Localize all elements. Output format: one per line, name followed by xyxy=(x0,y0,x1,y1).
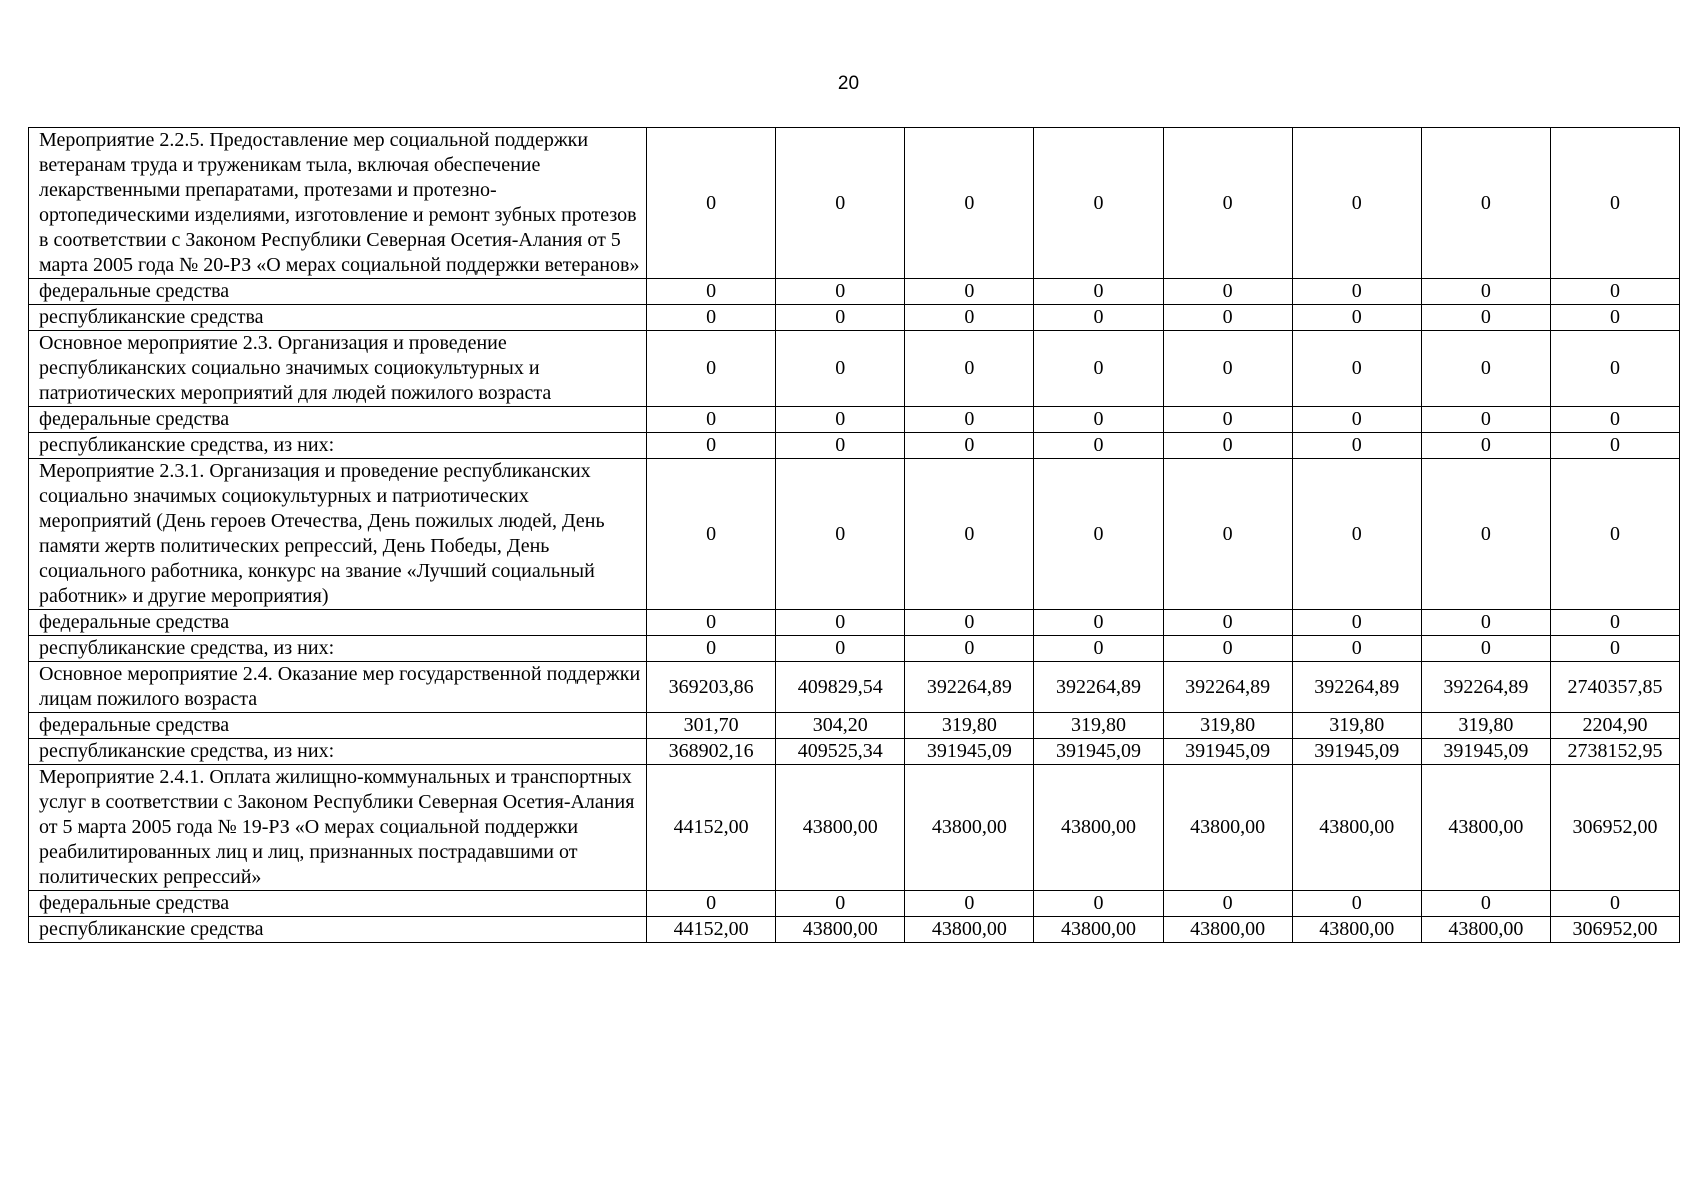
value-cell: 0 xyxy=(1550,128,1679,279)
table-row xyxy=(29,459,1680,610)
value-cell: 0 xyxy=(776,610,905,636)
value-cell: 0 xyxy=(905,331,1034,407)
value-cell: 392264,89 xyxy=(1292,662,1421,713)
value-cell: 0 xyxy=(647,128,776,279)
value-cell: 0 xyxy=(905,891,1034,917)
value-cell: 2740357,85 xyxy=(1550,662,1679,713)
value-cell: 319,80 xyxy=(1034,713,1163,739)
row-label: Основное мероприятие 2.4. Оказание мер государственной поддержки лицам пожилого возраста xyxy=(29,662,647,713)
value-cell: 0 xyxy=(1163,459,1292,610)
value-cell: 0 xyxy=(776,279,905,305)
table-row xyxy=(29,917,1680,943)
value-cell: 0 xyxy=(776,331,905,407)
value-cell: 44152,00 xyxy=(647,765,776,891)
row-label: федеральные средства xyxy=(29,407,647,433)
row-label: республиканские средства, из них: xyxy=(29,739,647,765)
value-cell: 392264,89 xyxy=(905,662,1034,713)
value-cell: 0 xyxy=(1550,636,1679,662)
value-cell: 0 xyxy=(1163,407,1292,433)
row-label: Основное мероприятие 2.3. Организация и проведение республиканских социально значимых социокультурных и патриотических мероприятий для людей пожилого возраста xyxy=(29,331,647,407)
table-row xyxy=(29,662,1680,713)
value-cell: 0 xyxy=(1163,610,1292,636)
value-cell: 0 xyxy=(905,610,1034,636)
table-row xyxy=(29,279,1680,305)
value-cell: 392264,89 xyxy=(1421,662,1550,713)
value-cell: 0 xyxy=(1034,459,1163,610)
value-cell: 0 xyxy=(647,459,776,610)
value-cell: 2204,90 xyxy=(1550,713,1679,739)
value-cell: 391945,09 xyxy=(905,739,1034,765)
value-cell: 0 xyxy=(1034,305,1163,331)
value-cell: 0 xyxy=(1292,610,1421,636)
value-cell: 0 xyxy=(1034,331,1163,407)
value-cell: 43800,00 xyxy=(776,917,905,943)
page-number: 20 xyxy=(837,73,860,94)
value-cell: 0 xyxy=(1550,459,1679,610)
budget-table-body xyxy=(29,128,1680,943)
value-cell: 0 xyxy=(1292,305,1421,331)
value-cell: 0 xyxy=(1163,433,1292,459)
row-label: Мероприятие 2.4.1. Оплата жилищно-коммунальных и транспортных услуг в соответствии с Законом Республики Северная Осетия-Алания от 5 марта 2005 года № 19-РЗ «О мерах социальной поддержки реабилитированных лиц и лиц, признанных пострадавшими от политических репрессий» xyxy=(29,765,647,891)
value-cell: 0 xyxy=(1034,279,1163,305)
value-cell: 0 xyxy=(776,433,905,459)
value-cell: 0 xyxy=(1550,891,1679,917)
value-cell: 0 xyxy=(1163,279,1292,305)
value-cell: 43800,00 xyxy=(905,765,1034,891)
value-cell: 369203,86 xyxy=(647,662,776,713)
value-cell: 0 xyxy=(776,305,905,331)
value-cell: 0 xyxy=(1163,305,1292,331)
value-cell: 0 xyxy=(905,433,1034,459)
table-row xyxy=(29,305,1680,331)
row-label: федеральные средства xyxy=(29,610,647,636)
value-cell: 0 xyxy=(1034,636,1163,662)
value-cell: 0 xyxy=(1421,331,1550,407)
row-label: федеральные средства xyxy=(29,713,647,739)
row-label: федеральные средства xyxy=(29,279,647,305)
value-cell: 0 xyxy=(1034,891,1163,917)
value-cell: 0 xyxy=(1421,279,1550,305)
value-cell: 0 xyxy=(1292,407,1421,433)
table-row xyxy=(29,765,1680,891)
value-cell: 0 xyxy=(1163,636,1292,662)
value-cell: 0 xyxy=(1550,433,1679,459)
value-cell: 0 xyxy=(905,407,1034,433)
value-cell: 306952,00 xyxy=(1550,765,1679,891)
value-cell: 0 xyxy=(1421,636,1550,662)
value-cell: 0 xyxy=(776,407,905,433)
value-cell: 0 xyxy=(647,305,776,331)
value-cell: 0 xyxy=(1421,459,1550,610)
value-cell: 368902,16 xyxy=(647,739,776,765)
value-cell: 43800,00 xyxy=(1292,917,1421,943)
table-row xyxy=(29,407,1680,433)
value-cell: 0 xyxy=(1550,610,1679,636)
table-row xyxy=(29,610,1680,636)
value-cell: 0 xyxy=(1421,891,1550,917)
value-cell: 0 xyxy=(647,891,776,917)
value-cell: 43800,00 xyxy=(1292,765,1421,891)
value-cell: 0 xyxy=(905,305,1034,331)
value-cell: 0 xyxy=(905,128,1034,279)
value-cell: 44152,00 xyxy=(647,917,776,943)
value-cell: 319,80 xyxy=(1292,713,1421,739)
value-cell: 0 xyxy=(1421,305,1550,331)
value-cell: 0 xyxy=(1163,331,1292,407)
value-cell: 0 xyxy=(1163,128,1292,279)
value-cell: 409829,54 xyxy=(776,662,905,713)
value-cell: 0 xyxy=(776,128,905,279)
value-cell: 409525,34 xyxy=(776,739,905,765)
table-row xyxy=(29,891,1680,917)
row-label: Мероприятие 2.3.1. Организация и проведение республиканских социально значимых социокультурных и патриотических мероприятий (День героев Отечества, День пожилых людей, День памяти жертв политических репрессий, День Победы, День социального работника, конкурс на звание «Лучший социальный работник» и другие мероприятия) xyxy=(29,459,647,610)
value-cell: 0 xyxy=(1550,331,1679,407)
value-cell: 319,80 xyxy=(1421,713,1550,739)
value-cell: 0 xyxy=(776,891,905,917)
value-cell: 0 xyxy=(647,407,776,433)
value-cell: 0 xyxy=(1034,128,1163,279)
value-cell: 0 xyxy=(647,610,776,636)
value-cell: 0 xyxy=(1292,279,1421,305)
budget-table xyxy=(28,127,1680,943)
value-cell: 0 xyxy=(1034,610,1163,636)
table-row xyxy=(29,128,1680,279)
value-cell: 0 xyxy=(647,279,776,305)
table-row xyxy=(29,636,1680,662)
value-cell: 0 xyxy=(1421,433,1550,459)
value-cell: 0 xyxy=(1421,128,1550,279)
value-cell: 391945,09 xyxy=(1421,739,1550,765)
value-cell: 0 xyxy=(905,279,1034,305)
value-cell: 391945,09 xyxy=(1034,739,1163,765)
value-cell: 0 xyxy=(1034,433,1163,459)
value-cell: 43800,00 xyxy=(1421,765,1550,891)
value-cell: 0 xyxy=(647,433,776,459)
row-label: республиканские средства xyxy=(29,917,647,943)
value-cell: 0 xyxy=(1292,128,1421,279)
value-cell: 0 xyxy=(1292,331,1421,407)
value-cell: 319,80 xyxy=(905,713,1034,739)
value-cell: 0 xyxy=(905,636,1034,662)
value-cell: 392264,89 xyxy=(1163,662,1292,713)
value-cell: 319,80 xyxy=(1163,713,1292,739)
row-label: Мероприятие 2.2.5. Предоставление мер социальной поддержки ветеранам труда и труженикам тыла, включая обеспечение лекарственными препаратами, протезами и протезно-ортопедическими изделиями, изготовление и ремонт зубных протезов в соответствии с Законом Республики Северная Осетия-Алания от 5 марта 2005 года № 20-РЗ «О мерах социальной поддержки ветеранов» xyxy=(29,128,647,279)
value-cell: 0 xyxy=(905,459,1034,610)
table-row xyxy=(29,433,1680,459)
table-row xyxy=(29,331,1680,407)
value-cell: 43800,00 xyxy=(1163,917,1292,943)
value-cell: 0 xyxy=(776,459,905,610)
value-cell: 391945,09 xyxy=(1163,739,1292,765)
table-row xyxy=(29,739,1680,765)
value-cell: 0 xyxy=(1550,305,1679,331)
value-cell: 0 xyxy=(1550,279,1679,305)
value-cell: 2738152,95 xyxy=(1550,739,1679,765)
value-cell: 43800,00 xyxy=(1163,765,1292,891)
value-cell: 43800,00 xyxy=(776,765,905,891)
value-cell: 43800,00 xyxy=(1421,917,1550,943)
value-cell: 304,20 xyxy=(776,713,905,739)
value-cell: 0 xyxy=(1163,891,1292,917)
value-cell: 0 xyxy=(1421,407,1550,433)
value-cell: 0 xyxy=(647,331,776,407)
value-cell: 43800,00 xyxy=(1034,765,1163,891)
row-label: федеральные средства xyxy=(29,891,647,917)
value-cell: 0 xyxy=(776,636,905,662)
value-cell: 0 xyxy=(1292,433,1421,459)
value-cell: 301,70 xyxy=(647,713,776,739)
table-row xyxy=(29,713,1680,739)
value-cell: 0 xyxy=(1292,459,1421,610)
value-cell: 306952,00 xyxy=(1550,917,1679,943)
value-cell: 391945,09 xyxy=(1292,739,1421,765)
value-cell: 392264,89 xyxy=(1034,662,1163,713)
value-cell: 0 xyxy=(1292,636,1421,662)
row-label: республиканские средства, из них: xyxy=(29,433,647,459)
value-cell: 0 xyxy=(1550,407,1679,433)
value-cell: 43800,00 xyxy=(1034,917,1163,943)
value-cell: 0 xyxy=(1034,407,1163,433)
value-cell: 0 xyxy=(1292,891,1421,917)
value-cell: 0 xyxy=(1421,610,1550,636)
row-label: республиканские средства xyxy=(29,305,647,331)
row-label: республиканские средства, из них: xyxy=(29,636,647,662)
value-cell: 0 xyxy=(647,636,776,662)
value-cell: 43800,00 xyxy=(905,917,1034,943)
